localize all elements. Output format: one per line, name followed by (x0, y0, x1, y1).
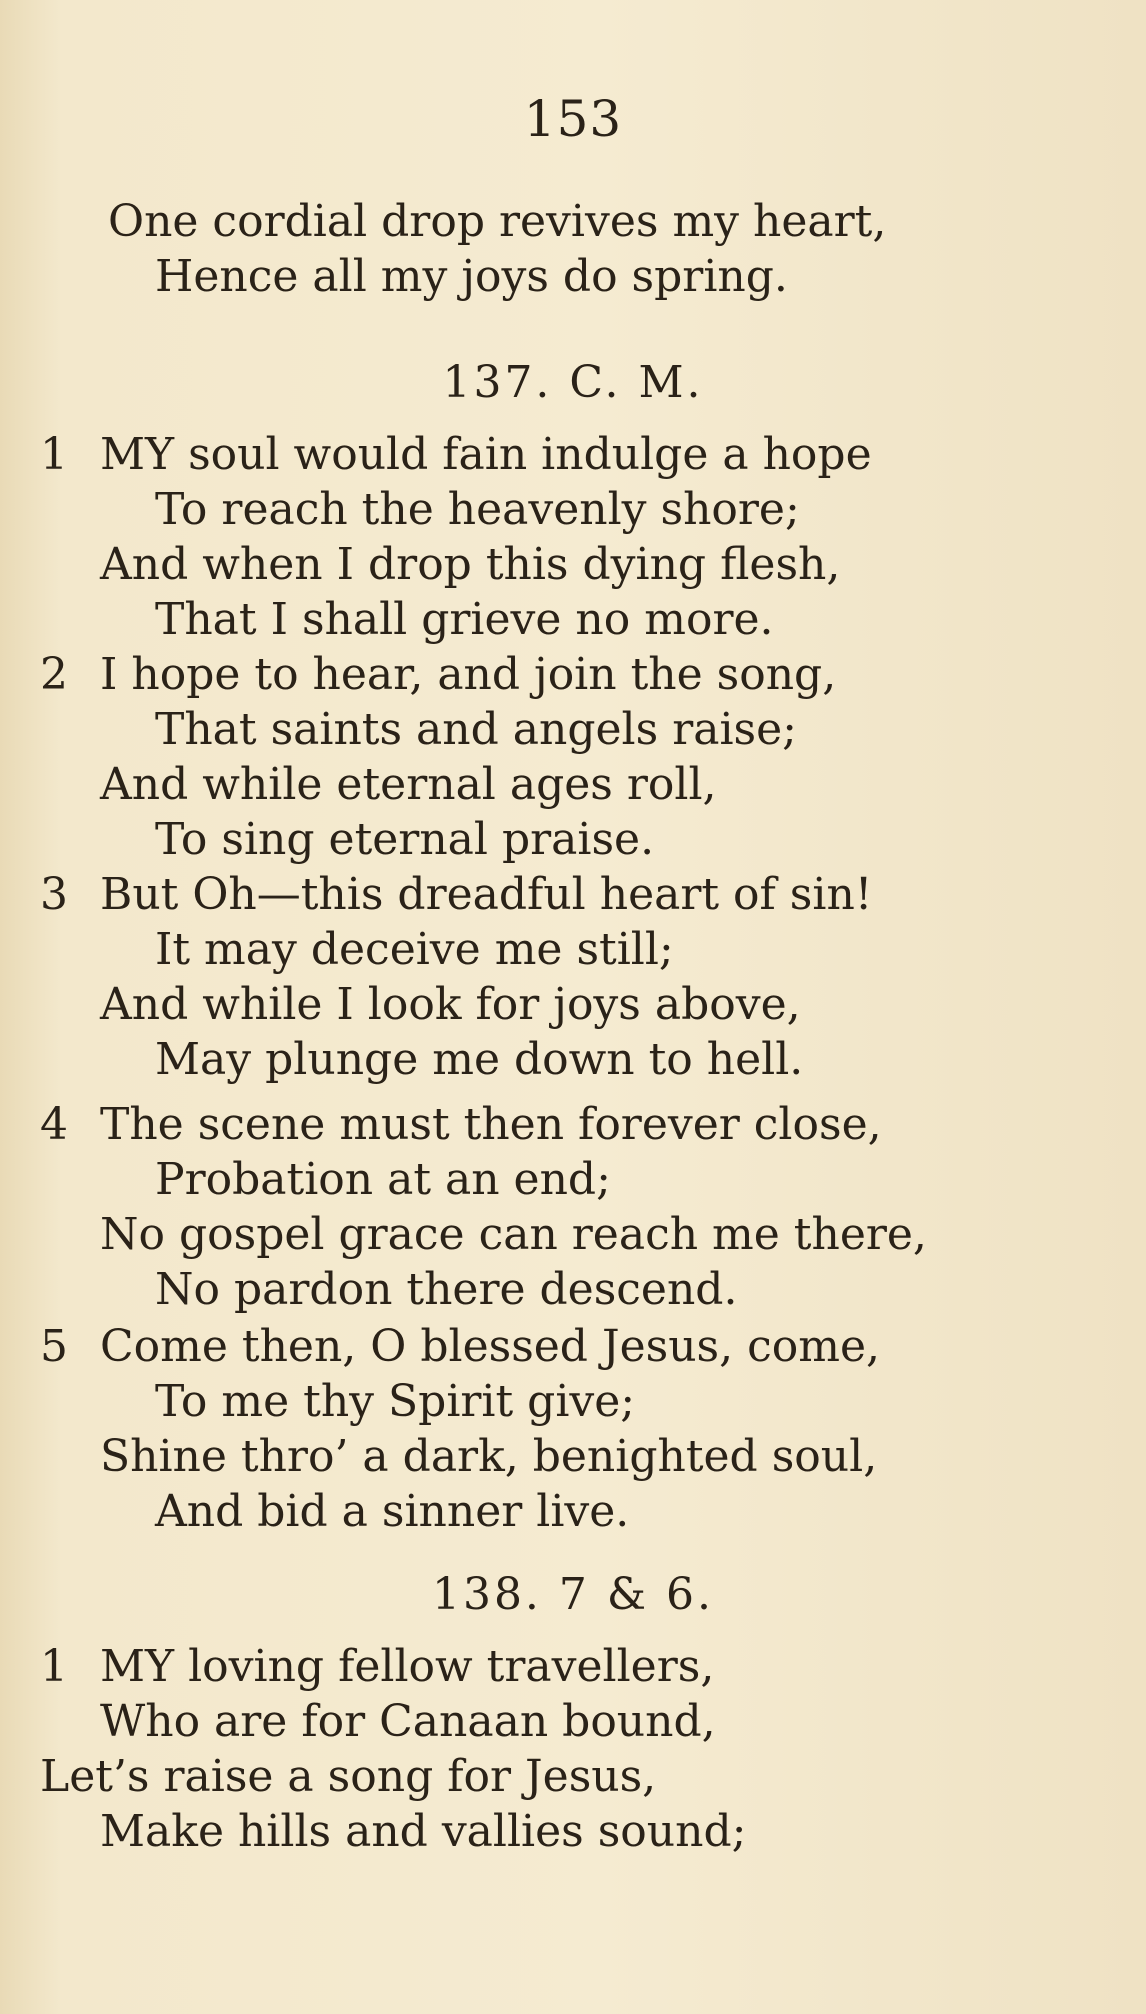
verse-line: And when I drop this dying flesh, (100, 539, 841, 590)
verse-number: 4 (40, 1099, 68, 1150)
verse-line: Probation at an end; (155, 1154, 611, 1205)
verse-line: May plunge me down to hell. (155, 1034, 804, 1085)
verse-line: To reach the heavenly shore; (155, 484, 800, 535)
verse-line: And while eternal ages roll, (100, 759, 717, 810)
hymn-heading: 137. C. M. (442, 357, 704, 408)
verse-line: MY soul would fain indulge a hope (100, 429, 872, 480)
verse-line: MY loving fellow travellers, (100, 1641, 715, 1692)
page-number: 153 (523, 90, 623, 148)
continuation-line: One cordial drop revives my heart, (108, 196, 887, 247)
verse-line: Shine thro’ a dark, benighted soul, (100, 1431, 878, 1482)
verse-line: Come then, O blessed Jesus, come, (100, 1321, 880, 1372)
verse-line: The scene must then forever close, (100, 1099, 882, 1150)
verse-line: But Oh—this dreadful heart of sin! (100, 869, 873, 920)
verse-line: And while I look for joys above, (100, 979, 801, 1030)
verse-line: It may deceive me still; (155, 924, 674, 975)
verse-number: 5 (40, 1321, 68, 1372)
verse-line: That I shall grieve no more. (155, 594, 774, 645)
verse-line: And bid a sinner live. (155, 1486, 630, 1537)
continuation-line: Hence all my joys do spring. (155, 251, 788, 302)
verse-number: 1 (40, 1641, 68, 1692)
verse-line: Let’s raise a song for Jesus, (40, 1751, 657, 1802)
verse-line: To sing eternal praise. (155, 814, 655, 865)
verse-line: No pardon there descend. (155, 1264, 738, 1315)
verse-line: To me thy Spirit give; (155, 1376, 636, 1427)
verse-line: Who are for Canaan bound, (100, 1696, 716, 1747)
verse-line: That saints and angels raise; (155, 704, 797, 755)
verse-line: No gospel grace can reach me there, (100, 1209, 927, 1260)
verse-number: 2 (40, 649, 68, 700)
hymn-heading: 138. 7 & 6. (431, 1569, 715, 1620)
verse-number: 1 (40, 429, 68, 480)
verse-line: I hope to hear, and join the song, (100, 649, 837, 700)
verse-number: 3 (40, 869, 68, 920)
verse-line: Make hills and vallies sound; (100, 1806, 747, 1857)
